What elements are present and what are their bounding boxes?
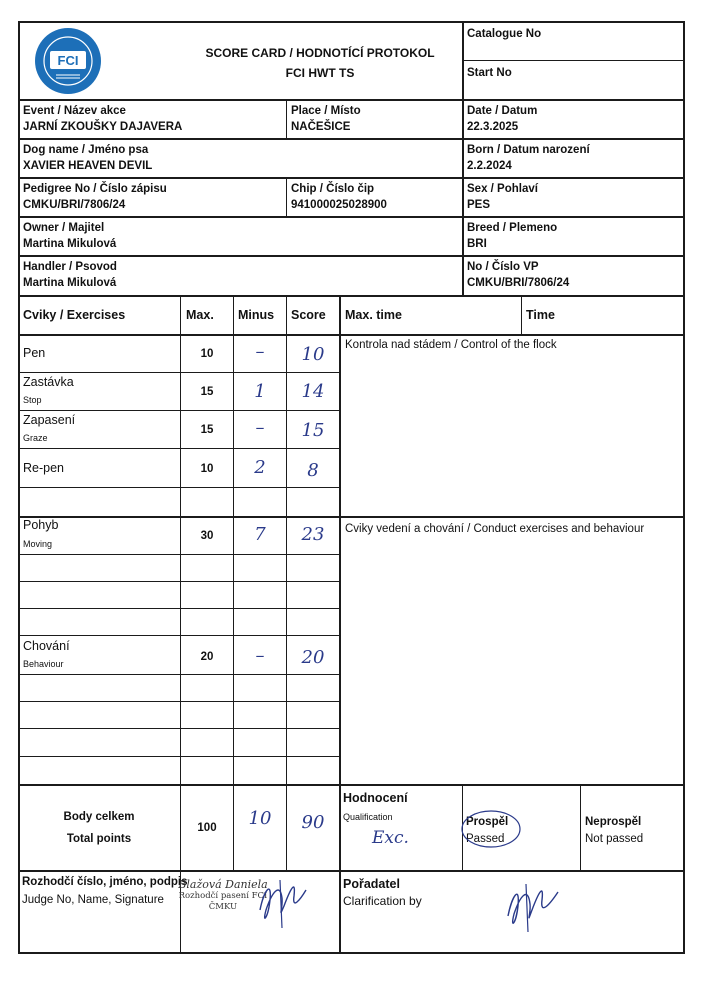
- row-graze-name: Zapasení: [23, 413, 76, 427]
- col-maxtime: Max. time: [345, 308, 402, 322]
- row-pen-minus: –: [255, 341, 265, 362]
- owner-value: Martina Mikulová: [23, 238, 117, 250]
- stamp-name: Blažová Daniela: [178, 878, 268, 891]
- row-stop-minus: 1: [254, 381, 266, 402]
- date-value: 22.3.2025: [467, 121, 519, 133]
- fci-logo: [34, 27, 102, 95]
- date-label: Date / Datum: [467, 105, 538, 117]
- row-stop-sub: Stop: [23, 395, 42, 405]
- hodnoceni-label: Hodnocení: [343, 791, 408, 805]
- row-repen-score: 8: [307, 460, 319, 481]
- breed-value: BRI: [467, 238, 487, 250]
- clarification-label: Clarification by: [343, 894, 422, 908]
- stamp-role: Rozhodčí pasení FCI: [178, 891, 268, 901]
- row-repen-minus: 2: [254, 457, 266, 478]
- judge-label-en: Judge No, Name, Signature: [22, 894, 164, 906]
- sex-value: PES: [467, 199, 491, 211]
- event-value: JARNÍ ZKOUŠKY DAJAVERA: [23, 121, 183, 133]
- handler-label: Handler / Psovod: [23, 261, 117, 273]
- col-score: Score: [291, 308, 326, 322]
- total-minus: 10: [248, 808, 272, 829]
- row-moving-name: Pohyb: [23, 518, 59, 532]
- total-label-en: Total points: [66, 833, 132, 845]
- title-line1: SCORE CARD / HODNOTÍCÍ PROTOKOL: [205, 46, 435, 60]
- pedigree-label: Pedigree No / Číslo zápisu: [23, 183, 167, 195]
- conduct-note: Cviky vedení a chování / Conduct exercises and behaviour: [345, 523, 645, 535]
- dog-value: XAVIER HEAVEN DEVIL: [23, 160, 153, 172]
- passed-circle: [460, 808, 522, 850]
- catalogue-label: Catalogue No: [467, 28, 542, 40]
- total-label-cz: Body celkem: [63, 811, 135, 823]
- flock-note: Kontrola nad stádem / Control of the flock: [345, 339, 557, 351]
- row-behaviour-max: 20: [200, 651, 214, 663]
- row-behaviour-sub: Behaviour: [23, 659, 64, 669]
- handler-value: Martina Mikulová: [23, 277, 117, 289]
- row-graze-score: 15: [301, 420, 325, 441]
- row-graze-max: 15: [200, 424, 214, 436]
- col-exercises: Cviky / Exercises: [23, 308, 126, 322]
- dog-label: Dog name / Jméno psa: [23, 144, 149, 156]
- owner-label: Owner / Majitel: [23, 222, 105, 234]
- col-time: Time: [526, 308, 555, 322]
- notpassed-cz: Neprospěl: [585, 816, 642, 828]
- pedigree-value: CMKU/BRI/7806/24: [23, 199, 126, 211]
- row-moving-sub: Moving: [23, 539, 53, 549]
- title-line2: FCI HWT TS: [285, 66, 355, 80]
- passed-en: Passed: [466, 833, 505, 845]
- event-label: Event / Název akce: [23, 105, 126, 117]
- total-score: 90: [301, 812, 325, 833]
- row-behaviour-score: 20: [301, 647, 325, 668]
- row-moving-minus: 7: [254, 524, 266, 545]
- place-label: Place / Místo: [291, 105, 361, 117]
- row-pen-name: Pen: [23, 346, 46, 360]
- born-label: Born / Datum narození: [467, 144, 590, 156]
- row-behaviour-minus: –: [255, 645, 265, 666]
- judge-label-cz: Rozhodčí číslo, jméno, podpis: [22, 876, 188, 888]
- row-behaviour-name: Chování: [23, 639, 70, 653]
- stamp-org: ČMKU: [208, 902, 238, 912]
- row-pen-score: 10: [301, 344, 325, 365]
- qualification-label: Qualification: [343, 812, 393, 822]
- vp-label: No / Číslo VP: [467, 261, 539, 273]
- row-stop-score: 14: [301, 381, 325, 402]
- sex-label: Sex / Pohlaví: [467, 183, 538, 195]
- place-value: NAČEŠICE: [291, 121, 351, 133]
- col-max: Max.: [186, 308, 214, 322]
- born-value: 2.2.2024: [467, 160, 512, 172]
- row-graze-minus: –: [255, 417, 265, 438]
- breed-label: Breed / Plemeno: [467, 222, 558, 234]
- total-max: 100: [197, 822, 217, 834]
- col-minus: Minus: [238, 308, 275, 322]
- vp-value: CMKU/BRI/7806/24: [467, 277, 570, 289]
- qualification-value: Exc.: [372, 828, 409, 848]
- row-repen-max: 10: [200, 463, 214, 475]
- notpassed-en: Not passed: [585, 833, 644, 845]
- start-label: Start No: [467, 67, 512, 79]
- passed-cz: Prospěl: [466, 816, 509, 828]
- row-repen-name: Re-pen: [23, 461, 64, 475]
- chip-value: 941000025028900: [291, 199, 387, 211]
- row-pen-max: 10: [200, 348, 214, 360]
- row-stop-name: Zastávka: [23, 375, 74, 389]
- row-stop-max: 15: [200, 386, 214, 398]
- organizer-signature: [500, 874, 580, 934]
- row-moving-score: 23: [301, 524, 325, 545]
- judge-signature: [250, 870, 330, 930]
- organizer-label: Pořadatel: [343, 877, 400, 891]
- row-graze-sub: Graze: [23, 433, 48, 443]
- chip-label: Chip / Číslo čip: [291, 183, 375, 195]
- svg-text:FCI: FCI: [57, 53, 79, 68]
- row-moving-max: 30: [200, 530, 214, 542]
